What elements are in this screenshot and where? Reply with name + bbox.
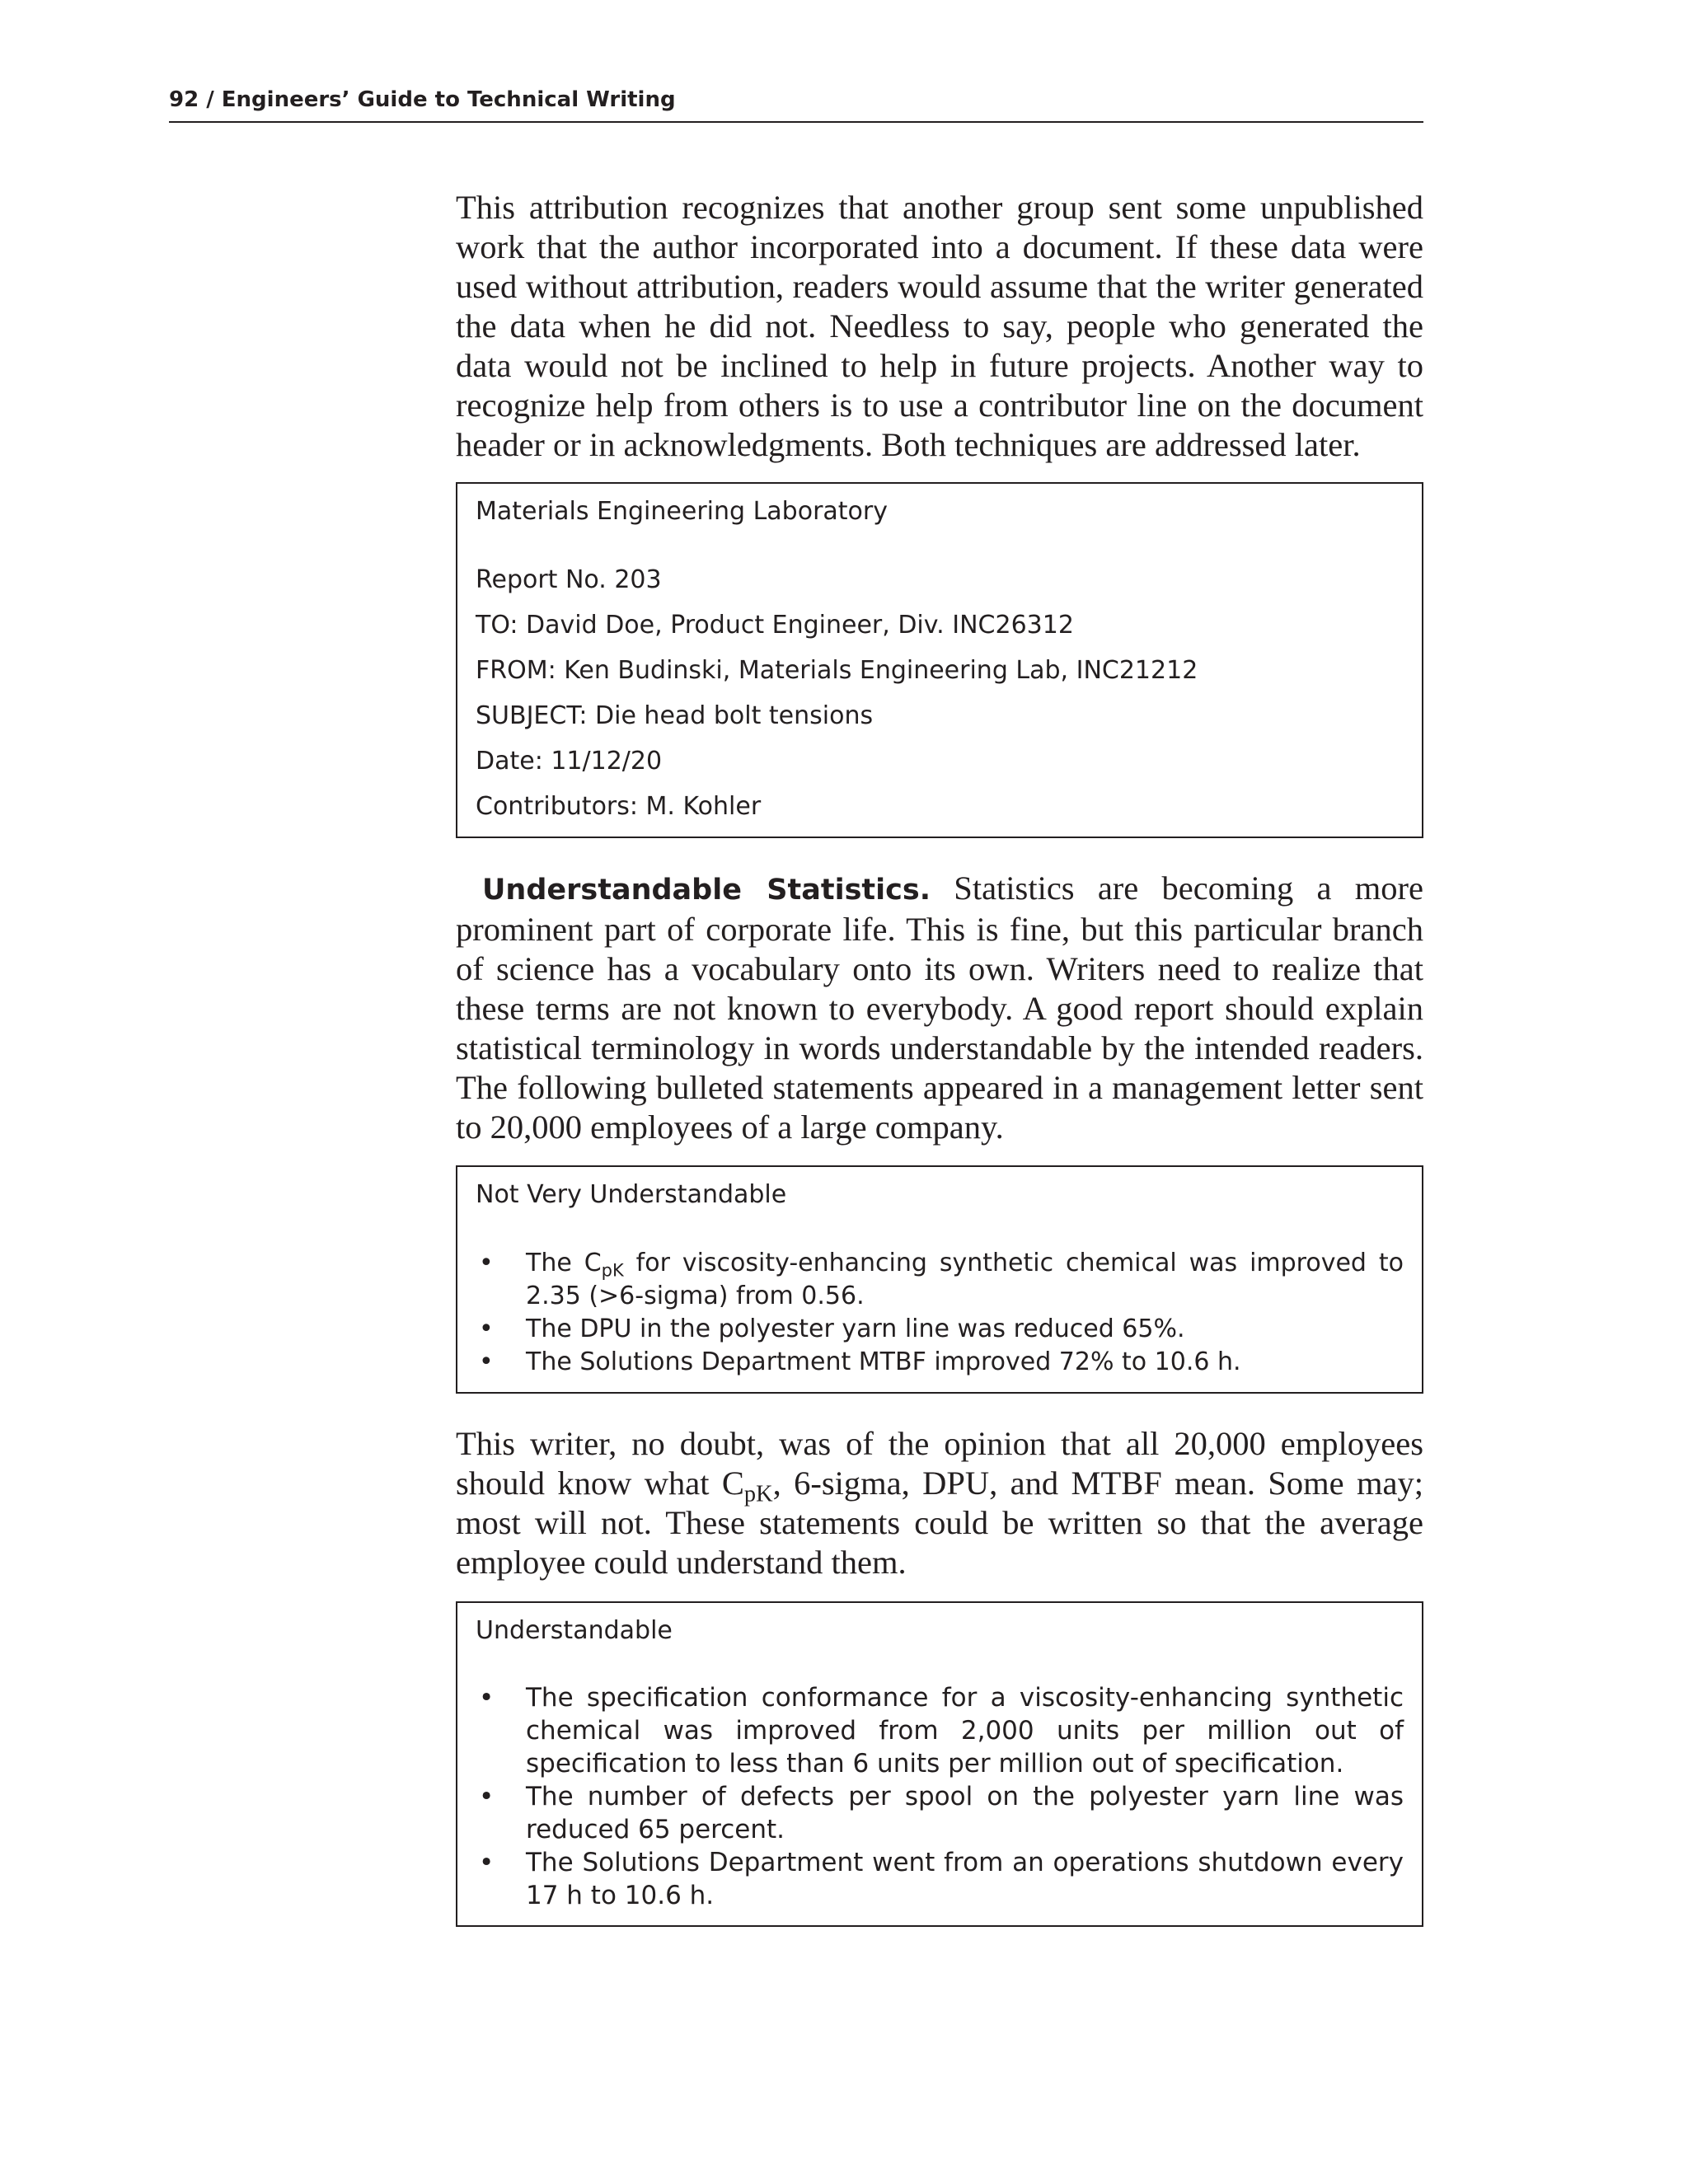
- memo-date-line: Date: 11/12/20: [476, 747, 663, 776]
- bullet-icon: •: [479, 1249, 494, 1277]
- list-item: • The specification conformance for a viscosity-enhancing synthetic chemical was improved from 2,000 units per million out of specification to less than 6 units per million out of specification.: [479, 1683, 1404, 1779]
- bullet-icon: •: [479, 1347, 494, 1376]
- memo-report-number: Report No. 203: [476, 565, 662, 594]
- text-column: [456, 188, 1423, 1927]
- subscript: pK: [601, 1260, 624, 1281]
- body-paragraph-attribution: This attribution recognizes that another group sent some unpublished work that the author incorporated into a document. If these data were used without attribution, readers would assume that the writer generated the data when he did not. Needless to say, people who generated the data would not be inclined to help in future projects. Another way to recognize help from others is to use a contributor line on the document header or in acknowledgments. Both techniques are addressed later.: [456, 189, 1423, 463]
- memo-subject-line: SUBJECT: Die head bolt tensions: [476, 701, 874, 730]
- bullet-icon: •: [479, 1315, 494, 1343]
- understandable-list: [476, 1681, 1404, 1912]
- list-item: • The Solutions Department MTBF improved 72% to 10.6 h.: [476, 1346, 1404, 1379]
- body-paragraph-statistics: [456, 869, 1423, 1147]
- run-in-heading: Understandable Statistics.: [482, 874, 931, 907]
- memo-box-title: Materials Engineering Laboratory: [476, 497, 888, 526]
- bullet-icon: •: [479, 1782, 495, 1811]
- memo-to-line: TO: David Doe, Product Engineer, Div. INC26312: [476, 611, 1074, 640]
- list-item: • The DPU in the polyester yarn line was reduced 65%.: [476, 1313, 1404, 1346]
- running-head: 92 / Engineers’ Guide to Technical Writing: [169, 85, 1423, 123]
- body-paragraph-opinion: This writer, no doubt, was of the opinion that all 20,000 employees should know what $C_{pK}$, 6-sigma, DPU, and MTBF mean. Some may; most will not. These statements could be written so that the average employee could understand them.: [456, 1425, 1423, 1581]
- list-item: • The number of defects per spool on the polyester yarn line was reduced 65 percent.: [479, 1782, 1404, 1844]
- memo-header-box: [456, 482, 1423, 838]
- not-understandable-box: [456, 1165, 1423, 1394]
- memo-contributors-line: Contributors: M. Kohler: [476, 792, 762, 821]
- memo-from-line: FROM: Ken Budinski, Materials Engineering Lab, INC21212: [476, 656, 1198, 685]
- understandable-box: [456, 1601, 1423, 1927]
- list-item: • The $C_{pK}$ for viscosity-enhancing synthetic chemical was improved to 2.35 (>6-sigma) from 0.56.: [479, 1249, 1404, 1310]
- not-understandable-list: [476, 1247, 1404, 1379]
- list-item: • The Solutions Department went from an operations shutdown every 17 h to 10.6 h.: [479, 1848, 1404, 1910]
- statistics-paragraph-text: Statistics are becoming a more prominent part of corporate life. This is fine, but this particular branch of science has a vocabulary onto its own. Writers need to realize that these terms are not known to everybody. A good report should explain statistical terminology in words understandable by the intended readers. The following bulleted statements appeared in a management letter sent to 20,000 employees of a large company.: [456, 869, 1423, 1146]
- not-understandable-box-title: Not Very Understandable: [476, 1180, 787, 1209]
- subscript: pK: [743, 1481, 773, 1507]
- bullet-icon: •: [479, 1683, 495, 1713]
- understandable-box-title: Understandable: [476, 1616, 673, 1645]
- bullet-icon: •: [479, 1848, 495, 1877]
